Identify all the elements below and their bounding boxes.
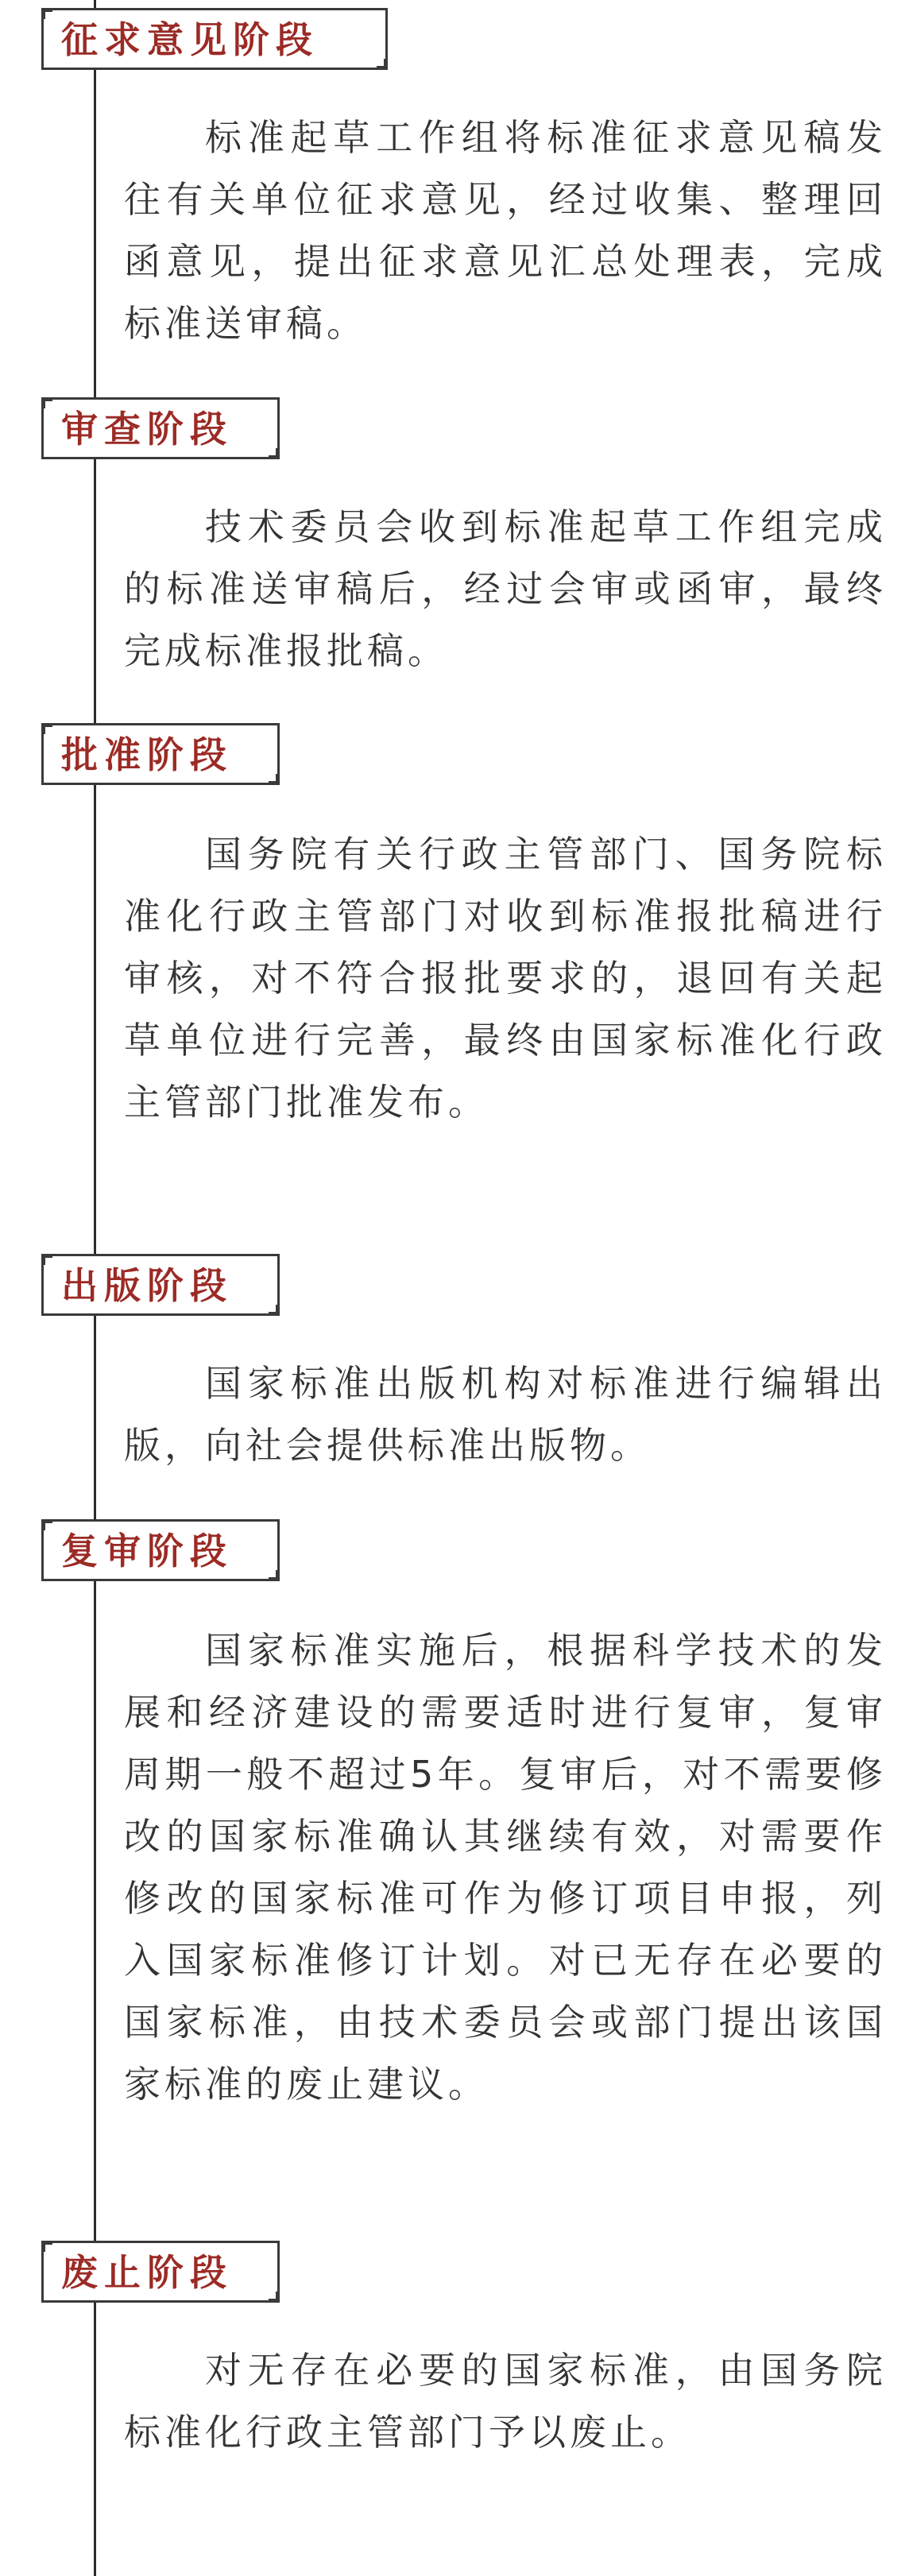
stage-title: 出版阶段 (61, 1264, 233, 1307)
stage-header-solicit-opinions (41, 8, 388, 70)
stage-title: 批准阶段 (61, 733, 233, 776)
stage-header-abolition (41, 2241, 280, 2303)
stage-description: 国家标准出版机构对标准进行编辑出版，向社会提供标准出版物。 (124, 1362, 887, 1467)
stage-title: 复审阶段 (61, 1530, 233, 1572)
stage-description: 国务院有关行政主管部门、国务院标准化行政主管部门对收到标准报批稿进行审核，对不符合报批要求的，退回有关起草单位进行完善，最终由国家标准化行政主管部门批准发布。 (124, 833, 887, 1124)
stage-description: 标准起草工作组将标准征求意见稿发往有关单位征求意见，经过收集、整理回函意见，提出征求意见汇总处理表，完成标准送审稿。 (124, 116, 887, 345)
stage-header-publication (41, 1254, 280, 1316)
stage-header-approval (41, 723, 280, 785)
stage-header-re-examination (41, 1519, 280, 1581)
stage-title: 废止阶段 (61, 2251, 233, 2294)
stage-title: 征求意见阶段 (61, 18, 319, 61)
stage-title: 审查阶段 (61, 408, 233, 451)
stage-description: 国家标准实施后，根据科学技术的发展和经济建设的需要适时进行复审，复审周期一般不超过5年。复审后，对不需要修改的国家标准确认其继续有效，对需要作修改的国家标准可作为修订项目申报，列入国家标准修订计划。对已无存在必要的国家标准，由技术委员会或部门提出该国家标准的废止建议。 (124, 1629, 887, 2106)
stage-description: 对无存在必要的国家标准，由国务院标准化行政主管部门予以废止。 (124, 2349, 887, 2454)
stage-description: 技术委员会收到标准起草工作组完成的标准送审稿后，经过会审或函审，最终完成标准报批稿。 (124, 505, 887, 672)
stage-header-review (41, 397, 280, 459)
